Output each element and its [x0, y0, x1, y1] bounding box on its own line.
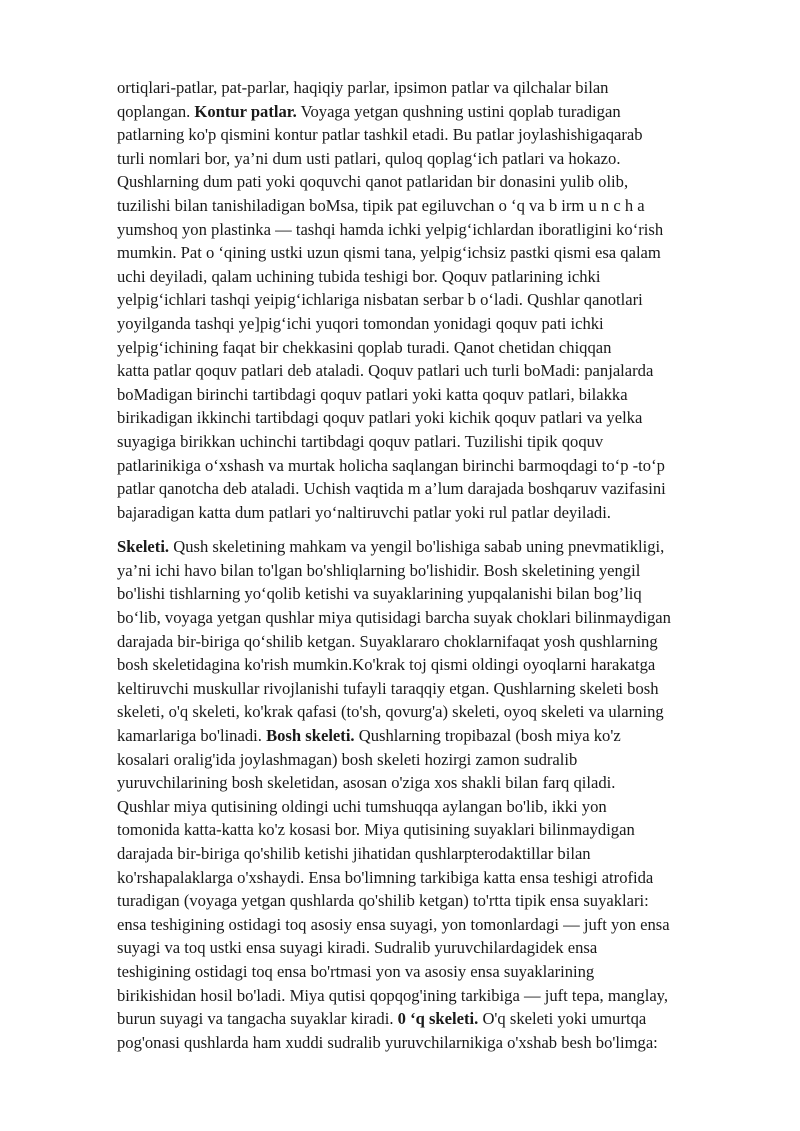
- text-line: [117, 1031, 747, 1055]
- text-line: [117, 677, 747, 701]
- text-line: [117, 559, 747, 583]
- document-page: [117, 76, 747, 1054]
- text-line: [117, 477, 747, 501]
- text-line: [117, 430, 747, 454]
- text-segment: mumkin. Pat o ‘qining ustki uzun qismi tana, yelpig‘ichsiz pastki qismi esa qalam: [117, 243, 661, 263]
- text-line: [117, 630, 747, 654]
- text-line: [117, 76, 747, 100]
- text-line: [117, 748, 747, 772]
- text-line: [117, 582, 747, 606]
- text-line: [117, 170, 747, 194]
- paragraph: [117, 535, 747, 1054]
- text-segment: yoyilganda tashqi ye]pig‘ichi yuqori tomondan yonidagi qoquv pati ichki: [117, 313, 604, 333]
- text-line: [117, 218, 747, 242]
- text-line: [117, 842, 747, 866]
- text-line: [117, 700, 747, 724]
- text-line: [117, 866, 747, 890]
- text-segment: Qushlar miya qutisining oldingi uchi tumshuqqa aylangan bo'lib, ikki yon: [117, 796, 607, 816]
- text-segment: Qush skeletining mahkam va yengil bo'lishiga sabab uning pnevmatikligi,: [169, 537, 665, 557]
- text-segment: boMadigan birinchi tartibdagi qoquv patlari yoki katta qoquv patlari, bilakka: [117, 384, 628, 404]
- text-segment: patlar qanotcha deb ataladi. Uchish vaqtida m a’lum darajada boshqaruv vazifasini: [117, 479, 666, 499]
- text-segment: teshigining ostidagi toq ensa bo'rtmasi yon va asosiy ensa suyaklarining: [117, 961, 595, 981]
- text-segment: ortiqlari-patlar, pat-parlar, haqiqiy parlar, ipsimon patlar va qilchalar bilan: [117, 78, 609, 97]
- text-line: [117, 771, 747, 795]
- text-segment: Voyaga yetgan qushning ustini qoplab turadigan: [296, 101, 621, 121]
- text-line: [117, 406, 747, 430]
- text-segment: bo‘lib, voyaga yetgan qushlar miya qutisidagi barcha suyak choklari bilinmaydigan: [117, 608, 671, 628]
- text-segment: O'q skeleti yoki umurtqa: [478, 1009, 647, 1029]
- text-line: [117, 454, 747, 478]
- text-segment: kosalari oralig'ida joylashmagan) bosh skeleti hozirgi zamon sudralib: [117, 749, 578, 769]
- text-line: [117, 818, 747, 842]
- text-segment: bosh skeletidagina ko'rish mumkin.Ko'krak toj qismi oldingi oyoqlarni harakatga: [117, 655, 656, 675]
- text-segment: yelpig‘ichining faqat bir chekkasini qoplab turadi. Qanot chetidan chiqqan: [117, 337, 612, 357]
- text-line: [117, 724, 747, 748]
- text-line: [117, 383, 747, 407]
- text-segment: bajaradigan katta dum patlari yo‘naltiruvchi patlar yoki rul patlar deyiladi.: [117, 502, 611, 522]
- text-line: [117, 288, 747, 312]
- text-line: [117, 960, 747, 984]
- text-segment: patlarinikiga o‘xshash va murtak holicha saqlangan birinchi barmoqdagi to‘p -to‘p: [117, 455, 665, 475]
- text-segment: ya’ni ichi havo bilan to'lgan bo'shliqlarning bo'lishidir. Bosh skeletining yengil: [117, 560, 641, 580]
- text-segment: yuruvchilarining bosh skeletidan, asosan o'ziga xos shakli bilan farq qiladi.: [117, 773, 616, 793]
- text-line: [117, 312, 747, 336]
- text-line: [117, 100, 747, 124]
- text-segment: bo'lishi tishlarning yo‘qolib ketishi va suyaklarining yupqalanishi bilan bog’liq: [117, 584, 642, 604]
- text-segment: suyagi va toq ustki ensa suyagi kiradi. Sudralib yuruvchilardagidek ensa: [117, 938, 598, 958]
- text-segment: keltiruvchi muskullar rivojlanishi tufayli taraqqiy etgan. Qushlarning skeleti bosh: [117, 678, 659, 698]
- text-line: [117, 194, 747, 218]
- text-line: [117, 913, 747, 937]
- text-segment: turadigan (voyaga yetgan qushlarda qo'shilib ketgan) to'rtta tipik ensa suyaklari:: [117, 891, 649, 911]
- text-segment: skeleti, o'q skeleti, ko'krak qafasi (to'sh, qovurg'a) skeleti, oyoq skeleti va ularning: [117, 702, 664, 722]
- text-segment: birikishidan hosil bo'ladi. Miya qutisi qopqog'ining tarkibiga — juft tepa, manglay,: [117, 985, 669, 1005]
- text-segment: Qushlarning tropibazal (bosh miya ko'z: [354, 726, 621, 746]
- paragraph-gap: [117, 524, 747, 535]
- text-segment: qoplangan.: [117, 101, 195, 121]
- text-line: [117, 936, 747, 960]
- text-line: [117, 1007, 747, 1031]
- bold-heading: Kontur patlar.: [194, 101, 297, 121]
- text-line: [117, 606, 747, 630]
- text-segment: darajada bir-biriga qo‘shilib ketgan. Suyaklararo choklarnifaqat yosh qushlarning: [117, 631, 658, 651]
- text-line: [117, 359, 747, 383]
- text-segment: turli nomlari bor, ya’ni dum usti patlari, quloq qoplag‘ich patlari va hokazo.: [117, 148, 621, 168]
- text-segment: tuzilishi bilan tanishiladigan boMsa, tipik pat egiluvchan o ‘q va b irm u n c h a: [117, 195, 645, 215]
- text-segment: ko'rshapalaklarga o'xshaydi. Ensa bo'limning tarkibiga katta ensa teshigi atrofida: [117, 867, 654, 887]
- text-line: [117, 336, 747, 360]
- text-segment: Qushlarning dum pati yoki qoquvchi qanot patlaridan bir donasini yulib olib,: [117, 172, 629, 192]
- text-segment: tomonida katta-katta ko'z kosasi bor. Miya qutisining suyaklari bilinmaydigan: [117, 820, 635, 840]
- paragraph: [117, 76, 747, 524]
- text-segment: yumshoq yon plastinka — tashqi hamda ichki yelpig‘ichlardan iboratligini ko‘rish: [117, 219, 664, 239]
- bold-heading: Skeleti.: [117, 537, 170, 557]
- text-line: [117, 795, 747, 819]
- text-segment: patlarning ko'p qismini kontur patlar tashkil etadi. Bu patlar joylashishigaqarab: [117, 125, 643, 145]
- text-line: [117, 147, 747, 171]
- text-segment: suyagiga birikkan uchinchi tartibdagi qoquv patlari. Tuzilishi tipik qoquv: [117, 431, 604, 451]
- text-line: [117, 535, 747, 559]
- text-line: [117, 984, 747, 1008]
- bold-heading: 0 ‘q skeleti.: [397, 1009, 479, 1029]
- text-line: [117, 265, 747, 289]
- text-line: [117, 501, 747, 525]
- text-line: [117, 653, 747, 677]
- text-line: [117, 889, 747, 913]
- text-segment: kamarlariga bo'linadi.: [117, 726, 267, 746]
- text-segment: darajada bir-biriga qo'shilib ketishi jihatidan qushlarpterodaktillar bilan: [117, 844, 591, 863]
- text-segment: ensa teshigining ostidagi toq asosiy ensa suyagi, yon tomonlardagi — juft yon ensa: [117, 914, 670, 934]
- bold-heading: Bosh skeleti.: [266, 726, 355, 746]
- text-segment: birikadigan ikkinchi tartibdagi qoquv patlari yoki kichik qoquv patlari va yelka: [117, 408, 643, 428]
- text-segment: yelpig‘ichlari tashqi yeipig‘ichlariga nisbatan serbar b o‘ladi. Qushlar qanotlari: [117, 290, 643, 310]
- text-line: [117, 123, 747, 147]
- text-segment: uchi deyiladi, qalam uchining tubida teshigi bor. Qoquv patlarining ichki: [117, 266, 601, 286]
- text-segment: pog'onasi qushlarda ham xuddi sudralib yuruvchilarnikiga o'xshab besh bo'limga:: [117, 1032, 658, 1052]
- text-segment: burun suyagi va tangacha suyaklar kiradi.: [117, 1009, 398, 1029]
- text-segment: katta patlar qoquv patlari deb ataladi. Qoquv patlari uch turli boMadi: panjalarda: [117, 361, 654, 381]
- text-line: [117, 241, 747, 265]
